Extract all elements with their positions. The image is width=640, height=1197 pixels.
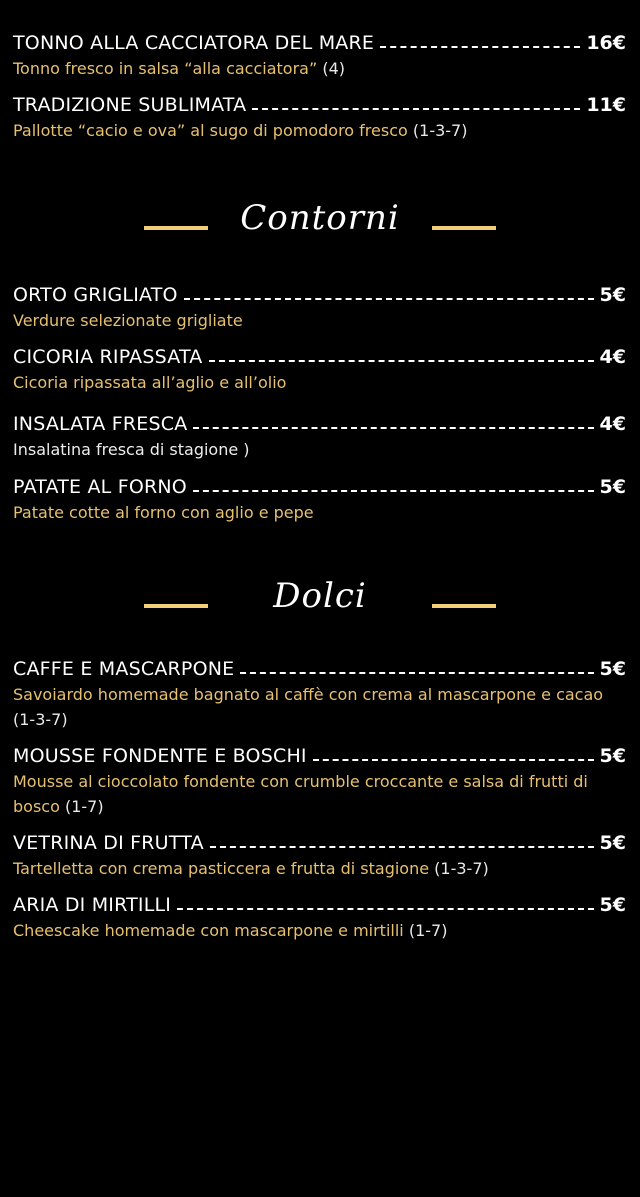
dish-name: VETRINA DI FRUTTA (13, 832, 204, 854)
dish-description: Tonno fresco in salsa “alla cacciatora” (4) (13, 59, 346, 78)
menu-item-row (13, 30, 626, 54)
menu-item-row (13, 743, 626, 767)
dish-price: 5€ (599, 832, 626, 854)
menu-item-row (13, 282, 626, 306)
dish-price: 16€ (586, 32, 626, 54)
allergen-note: (1-3-7) (412, 121, 468, 140)
menu-item-row (13, 92, 626, 116)
dish-price: 5€ (599, 658, 626, 680)
menu-item (13, 282, 626, 333)
section-heading-contorni (0, 198, 640, 258)
dish-description: Pallotte “cacio e ova” al sugo di pomodoro fresco (1-3-7) (13, 121, 468, 140)
menu-item (13, 344, 626, 395)
menu-item (13, 474, 626, 525)
dish-name: INSALATA FRESCA (13, 413, 188, 435)
dish-description: Mousse al cioccolato fondente con crumble croccante e salsa di frutti di bosco (1-7) (13, 772, 588, 816)
dot-leader (380, 46, 580, 48)
menu-item-row (13, 830, 626, 854)
dish-price: 5€ (599, 476, 626, 498)
menu-item (13, 656, 626, 732)
heading-divider-right (432, 604, 496, 608)
dish-name: CAFFE E MASCARPONE (13, 658, 235, 680)
dish-description: Insalatina fresca di stagione ) (13, 440, 250, 459)
menu-item (13, 92, 626, 143)
menu-item-row (13, 474, 626, 498)
allergen-note: (1-3-7) (13, 710, 68, 729)
allergen-note: (1-7) (64, 797, 104, 816)
dot-leader (193, 427, 593, 429)
menu-item-row (13, 656, 626, 680)
dish-name: ORTO GRIGLIATO (13, 284, 178, 306)
menu-item (13, 411, 626, 462)
dot-leader (177, 908, 593, 910)
dish-price: 5€ (599, 745, 626, 767)
dish-price: 5€ (599, 894, 626, 916)
heading-divider-right (432, 226, 496, 230)
menu-item (13, 30, 626, 81)
section-title: Contorni (240, 198, 400, 238)
menu-item (13, 743, 626, 819)
dish-price: 4€ (599, 346, 626, 368)
dish-description: Verdure selezionate grigliate (13, 311, 243, 330)
menu-item (13, 830, 626, 881)
dot-leader (210, 846, 594, 848)
allergen-note: (1-7) (408, 921, 448, 940)
allergen-note: (1-3-7) (434, 859, 489, 878)
dot-leader (209, 360, 594, 362)
menu-item-row (13, 411, 626, 435)
dish-price: 11€ (586, 94, 626, 116)
dish-description: Cheescake homemade con mascarpone e mirtilli (1-7) (13, 921, 448, 940)
section-title: Dolci (273, 576, 367, 616)
dot-leader (184, 298, 594, 300)
dish-name: MOUSSE FONDENTE E BOSCHI (13, 745, 307, 767)
dish-description: Tartelletta con crema pasticcera e frutta di stagione (1-3-7) (13, 859, 489, 878)
dish-description: Cicoria ripassata all’aglio e all’olio (13, 373, 287, 392)
menu-item-row (13, 344, 626, 368)
menu-item-row (13, 892, 626, 916)
dish-name: TRADIZIONE SUBLIMATA (13, 94, 247, 116)
dot-leader (193, 490, 594, 492)
dish-name: CICORIA RIPASSATA (13, 346, 203, 368)
dish-name: TONNO ALLA CACCIATORA DEL MARE (13, 32, 375, 54)
dish-description: Savoiardo homemade bagnato al caffè con crema al mascarpone e cacao (1-3-7) (13, 685, 604, 729)
dot-leader (252, 108, 580, 110)
dot-leader (240, 672, 593, 674)
dish-description: Patate cotte al forno con aglio e pepe (13, 503, 314, 522)
menu-item (13, 892, 626, 943)
dish-name: PATATE AL FORNO (13, 476, 187, 498)
section-heading-dolci (0, 576, 640, 636)
dish-price: 5€ (599, 284, 626, 306)
dot-leader (313, 759, 594, 761)
dish-price: 4€ (599, 413, 626, 435)
dish-name: ARIA DI MIRTILLI (13, 894, 172, 916)
allergen-note: (4) (322, 59, 346, 78)
